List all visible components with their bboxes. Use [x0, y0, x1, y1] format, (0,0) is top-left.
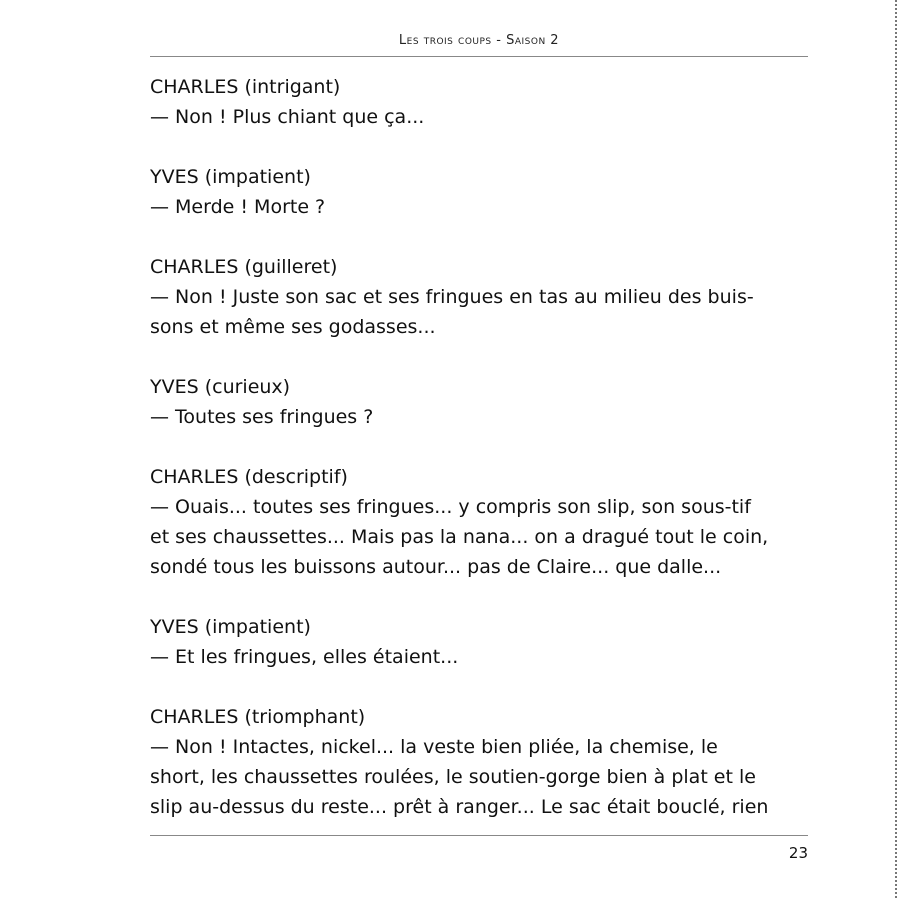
dialogue-block	[150, 162, 808, 222]
dialogue-line: — Non ! Intactes, nickel... la veste bien pliée, la chemise, le	[150, 736, 718, 758]
running-title: Les trois coups - Saison 2	[398, 33, 560, 48]
page-number: 23	[788, 844, 808, 862]
dialogue-line: slip au-dessus du reste... prêt à ranger... Le sac était bouclé, rien	[150, 796, 769, 818]
footer-rule	[150, 835, 808, 836]
speaker-line: CHARLES (descriptif)	[150, 466, 348, 488]
dialogue-block	[150, 702, 808, 822]
dialogue-block	[150, 72, 808, 132]
dialogue-line: sondé tous les buissons autour... pas de Claire... que dalle...	[150, 556, 722, 578]
dialogue-body	[150, 72, 808, 822]
dialogue-line: sons et même ses godasses...	[150, 316, 436, 338]
dialogue-line: et ses chaussettes... Mais pas la nana... on a dragué tout le coin,	[150, 526, 769, 548]
speaker-line: CHARLES (triomphant)	[150, 706, 366, 728]
speaker-line: YVES (impatient)	[150, 166, 311, 188]
dialogue-line: — Toutes ses fringues ?	[150, 406, 374, 428]
dialogue-line: — Ouais... toutes ses fringues... y compris son slip, son sous-tif	[150, 496, 751, 518]
speaker-line: CHARLES (guilleret)	[150, 256, 338, 278]
running-header	[150, 30, 808, 57]
dialogue-line: — Non ! Plus chiant que ça...	[150, 106, 425, 128]
speaker-line: CHARLES (intrigant)	[150, 76, 341, 98]
page-edge-divider	[895, 0, 897, 898]
speaker-line: YVES (curieux)	[150, 376, 291, 398]
dialogue-block	[150, 462, 808, 582]
dialogue-line: — Et les fringues, elles étaient...	[150, 646, 459, 668]
dialogue-line: short, les chaussettes roulées, le soutien-gorge bien à plat et le	[150, 766, 756, 788]
dialogue-block	[150, 612, 808, 672]
dialogue-block	[150, 252, 808, 342]
dialogue-line: — Merde ! Morte ?	[150, 196, 326, 218]
dialogue-line: — Non ! Juste son sac et ses fringues en tas au milieu des buis-	[150, 286, 754, 308]
dialogue-block	[150, 372, 808, 432]
speaker-line: YVES (impatient)	[150, 616, 311, 638]
